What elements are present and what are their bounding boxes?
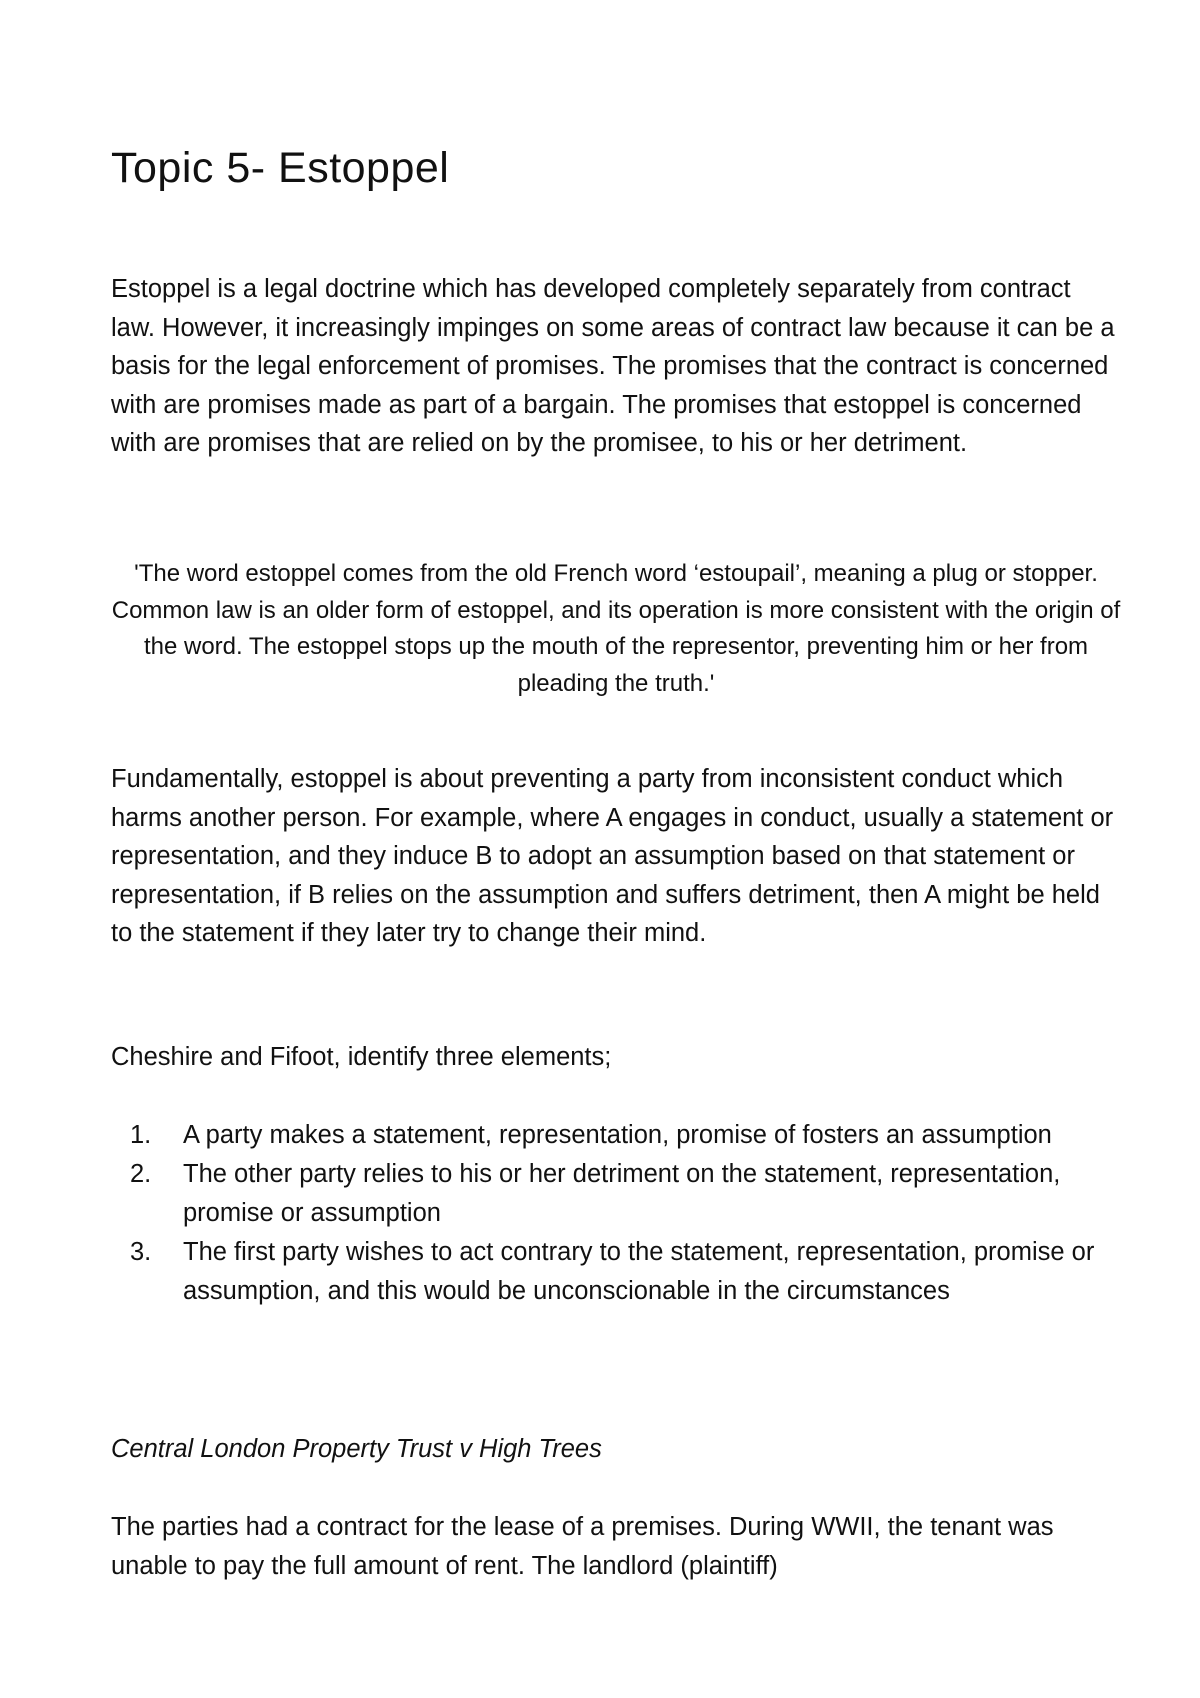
list-item-text: A party makes a statement, representation, promise of fosters an assumption bbox=[183, 1121, 1052, 1149]
page-title: Topic 5- Estoppel bbox=[111, 144, 450, 192]
list-item bbox=[111, 1155, 1121, 1233]
list-item-number: 1. bbox=[130, 1121, 152, 1149]
intro-paragraph: Estoppel is a legal doctrine which has developed completely separately from contract law. However, it increasingly impinges on some areas of contract law because it can be a basis for the legal enforcement of promises. The promises that the contract is concerned with are promises made as part of a bargain. The promises that estoppel is concerned with are promises that are relied on by the promisee, to his or her detriment. bbox=[111, 275, 1115, 458]
list-item bbox=[111, 1116, 1121, 1155]
list-item-text: The other party relies to his or her detriment on the statement, representation, promise or assumption bbox=[183, 1159, 1061, 1227]
fundamentals-paragraph: Fundamentally, estoppel is about preventing a party from inconsistent conduct which harms another person. For example, where A engages in conduct, usually a statement or representation, and they induce B to adopt an assumption based on that statement or representation, if B relies on the assumption and suffers detriment, then A might be held to the statement if they later try to change their mind. bbox=[111, 765, 1114, 948]
list-item-number: 2. bbox=[130, 1159, 152, 1188]
case-name-heading: Central London Property Trust v High Trees bbox=[111, 1435, 602, 1463]
elements-list bbox=[111, 1116, 1121, 1311]
estoppel-quote: 'The word estoppel comes from the old French word ‘estoupail’, meaning a plug or stopper. Common law is an older form of estoppel, and its operation is more consistent with the origin of the word. The estoppel stops up the mouth of the representor, preventing him or her from pleading the truth.' bbox=[111, 560, 1121, 697]
cheshire-fifoot-paragraph: Cheshire and Fifoot, identify three elements; bbox=[111, 1043, 612, 1071]
case-facts-paragraph: The parties had a contract for the lease of a premises. During WWII, the tenant was unable to pay the full amount of rent. The landlord (plaintiff) bbox=[111, 1513, 1054, 1580]
list-item-number: 3. bbox=[130, 1237, 152, 1266]
list-item bbox=[111, 1233, 1121, 1311]
list-item-text: The first party wishes to act contrary to the statement, representation, promise or assumption, and this would be unconscionable in the circumstances bbox=[183, 1237, 1095, 1305]
